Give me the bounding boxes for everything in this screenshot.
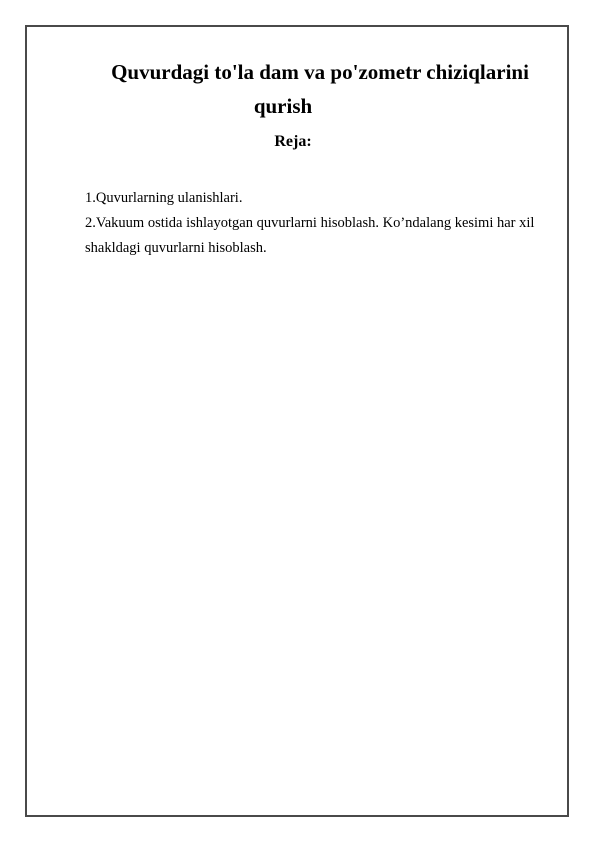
plan-list bbox=[85, 186, 555, 261]
plan-heading: Reja: bbox=[274, 133, 312, 150]
plan-item: 1.Quvurlarning ulanishlari. bbox=[85, 190, 243, 206]
plan-item: 2.Vakuum ostida ishlayotgan quvurlarni hisoblash. Ko’ndalang kesimi har xil shakldagi quvurlarni hisoblash. bbox=[85, 215, 535, 256]
document-title-line-2: qurish bbox=[253, 94, 313, 118]
document-title-line-1: Quvurdagi to'la dam va po'zometr chiziqlarini bbox=[111, 60, 529, 84]
